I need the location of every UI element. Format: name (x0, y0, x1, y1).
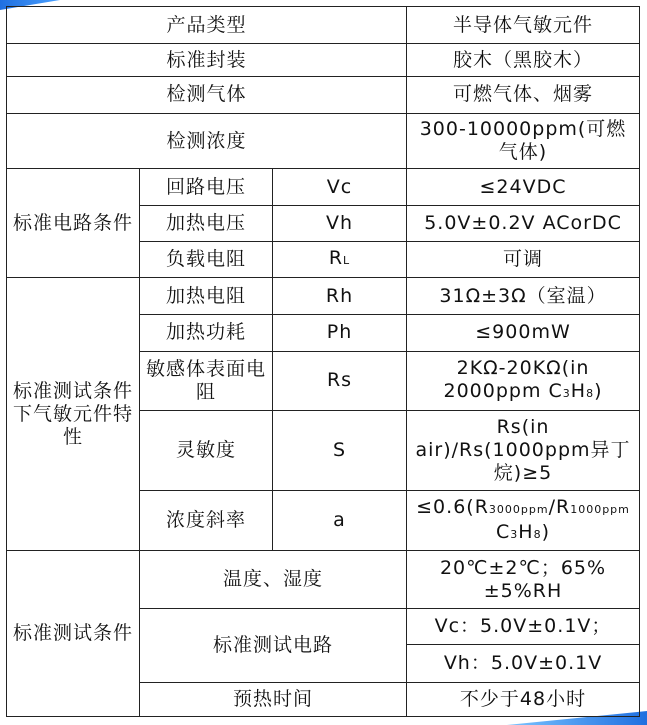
slope-value (407, 491, 640, 551)
surface-resistance-value (407, 351, 640, 410)
slope-symbol: a (273, 491, 407, 551)
table-row (7, 44, 640, 77)
load-resistance-value: 可调 (407, 241, 640, 277)
surface-resistance-text-c: ) (594, 379, 603, 402)
load-resistance-symbol-sub: L (343, 254, 351, 267)
heater-voltage-value: 5.0V±0.2V ACorDC (407, 205, 640, 241)
heater-voltage-symbol: Vh (273, 205, 407, 241)
table-row (7, 551, 640, 609)
surface-resistance-sub-2: 8 (586, 386, 595, 400)
table-row (7, 113, 640, 169)
loop-voltage-label: 回路电压 (140, 169, 273, 205)
slope-text-b: /R (548, 495, 571, 518)
heater-power-symbol: Ph (273, 315, 407, 351)
gas-value: 可燃气体、烟雾 (407, 77, 640, 113)
test-circuit-vc-value: Vc：5.0V±0.1V； (407, 609, 640, 645)
preheat-value: 不少于48小时 (407, 682, 640, 716)
concentration-label: 检测浓度 (7, 113, 407, 169)
load-resistance-symbol (273, 241, 407, 277)
slope-sub-3: 3 (510, 527, 519, 541)
surface-resistance-text-a: 2KΩ-20KΩ(in 2000ppm C (443, 356, 590, 402)
slope-text-a: ≤0.6(R (416, 495, 489, 518)
heater-resistance-label: 加热电阻 (140, 278, 273, 315)
load-resistance-label: 负载电阻 (140, 241, 273, 277)
loop-voltage-value: ≤24VDC (407, 169, 640, 205)
sensitivity-symbol: S (273, 410, 407, 491)
product-type-label: 产品类型 (7, 7, 407, 44)
surface-resistance-label: 敏感体表面电阻 (140, 351, 273, 410)
concentration-value: 300-10000ppm(可燃气体) (407, 113, 640, 169)
conditions-group-label: 标准测试条件 (7, 551, 140, 717)
package-label: 标准封装 (7, 44, 407, 77)
slope-sub-2: 1000ppm (570, 502, 630, 516)
surface-resistance-sub-1: 3 (562, 386, 571, 400)
heater-resistance-value: 31Ω±3Ω（室温） (407, 278, 640, 315)
gas-label: 检测气体 (7, 77, 407, 113)
heater-voltage-label: 加热电压 (140, 205, 273, 241)
sensitivity-label: 灵敏度 (140, 410, 273, 491)
test-circuit-label: 标准测试电路 (140, 609, 407, 682)
circuit-group-label: 标准电路条件 (7, 169, 140, 278)
heater-resistance-symbol: Rh (273, 278, 407, 315)
table-row (7, 169, 640, 205)
test-group-label: 标准测试条件下气敏元件特性 (7, 278, 140, 551)
slope-sub-4: 8 (533, 527, 542, 541)
temp-humidity-value: 20℃±2℃；65%±5%RH (407, 551, 640, 609)
slope-label: 浓度斜率 (140, 491, 273, 551)
slope-text-d: H (518, 520, 534, 543)
table-row (7, 77, 640, 113)
package-value: 胶木（黑胶木） (407, 44, 640, 77)
load-resistance-symbol-main: R (328, 247, 344, 269)
slope-text-c: C (496, 520, 511, 543)
surface-resistance-symbol: Rs (273, 351, 407, 410)
temp-humidity-label: 温度、湿度 (140, 551, 407, 609)
loop-voltage-symbol: Vc (273, 169, 407, 205)
heater-power-label: 加热功耗 (140, 315, 273, 351)
sensor-spec-table (6, 6, 640, 717)
slope-sub-1: 3000ppm (488, 502, 549, 516)
sensitivity-value: Rs(in air)/Rs(1000ppm异丁烷)≥5 (407, 410, 640, 491)
heater-power-value: ≤900mW (407, 315, 640, 351)
preheat-label: 预热时间 (140, 682, 407, 716)
slope-text-e: ) (541, 520, 551, 543)
table-row (7, 278, 640, 315)
surface-resistance-text-b: H (570, 379, 587, 402)
product-type-value: 半导体气敏元件 (407, 7, 640, 44)
table-row (7, 7, 640, 44)
test-circuit-vh-value: Vh：5.0V±0.1V (407, 645, 640, 682)
